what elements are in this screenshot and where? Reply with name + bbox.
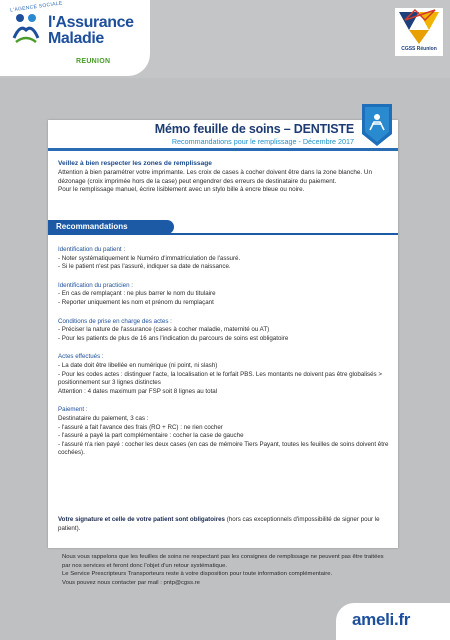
cgss-logo bbox=[395, 8, 443, 56]
signature-rest: (hors cas exceptionnels d'impossibilité de signer pour le patient). bbox=[58, 516, 380, 532]
section-line: - Pour les codes actes : distinguer l'acte, la localisation et le forfait PBS. Les montants ne doivent pas être globalisés > positionnement sur 3 lignes distinctes bbox=[58, 370, 382, 387]
dentist-badge-icon bbox=[362, 104, 392, 146]
section-line: - Préciser la nature de l'assurance (cases à cocher maladie, maternité ou AT) bbox=[58, 326, 270, 334]
section-line: - La date doit être libellée en numérique (ni point, ni slash) bbox=[58, 361, 218, 369]
assurance-maladie-logo bbox=[0, 0, 150, 76]
signature-note bbox=[58, 516, 390, 533]
footer-line: Nous vous rappelons que les feuilles de soins ne respectant pas les consignes de remplissage ne peuvent pas être traitées par nos services et feront donc l'objet d'un retour systématique. bbox=[62, 554, 384, 569]
section-patient bbox=[58, 246, 390, 272]
section-title: Identification du practicien : bbox=[58, 281, 133, 289]
banner-rule bbox=[48, 233, 398, 235]
footer-notice bbox=[62, 553, 390, 588]
ameli-logo-card bbox=[336, 603, 450, 640]
document-title: Mémo feuille de soins – DENTISTE bbox=[154, 122, 354, 136]
section-title: Paiement : bbox=[58, 406, 88, 414]
logo-tagline: L'AGENCE SOCIALE bbox=[9, 0, 63, 14]
cgss-label: CGSS Réunion bbox=[401, 46, 437, 52]
footer-line: Le Service Prescripteurs Transporteurs reste à votre disposition pour toute information complémentaire. bbox=[62, 571, 333, 578]
section-line: - l'assuré a fait l'avance des frais (RO + RC) : ne rien cocher bbox=[58, 423, 223, 431]
ameli-logo: ameli.fr bbox=[352, 610, 411, 629]
title-rule bbox=[48, 148, 398, 151]
section-line: - Reporter uniquement les nom et prénom du remplaçant bbox=[58, 298, 214, 306]
section-line: - Noter systématiquement le Numéro d'immatriculation de l'assuré. bbox=[58, 254, 241, 262]
footer-contact: Vous pouvez nous contacter par mail : pntp@cgss.re bbox=[62, 580, 200, 587]
signature-bold: Votre signature et celle de votre patient sont obligatoires bbox=[58, 516, 225, 523]
document-subtitle: Recommandations pour le remplissage - Décembre 2017 bbox=[171, 137, 354, 146]
section-payment bbox=[58, 406, 390, 458]
section-acts bbox=[58, 353, 390, 396]
brand-title: l'Assurance Maladie bbox=[48, 14, 134, 47]
section-practitioner bbox=[58, 282, 390, 308]
section-line: - Si le patient n'est pas l'assuré, indiquer sa date de naissance. bbox=[58, 263, 231, 271]
memo-card bbox=[48, 120, 398, 548]
section-line: - l'assuré a payé la part complémentaire : cocher la case de gauche bbox=[58, 432, 244, 440]
title-block bbox=[155, 122, 354, 146]
section-title: Actes effectués : bbox=[58, 353, 104, 361]
section-line: - En cas de remplaçant : ne plus barrer le nom du titulaire bbox=[58, 290, 216, 298]
section-title: Identification du patient : bbox=[58, 246, 126, 253]
section-line: - Pour les patients de plus de 16 ans l'indication du parcours de soins est obligatoire bbox=[58, 334, 289, 342]
intro-block bbox=[58, 160, 390, 195]
intro-paragraph: Attention à bien paramétrer votre imprimante. Les croix de cases à cocher doivent être dans la zone blanche. Un dézonage (croix imprimée hors de la case) peut engendrer des erreurs de destinataire du paiement. bbox=[58, 168, 372, 185]
recommendations-list bbox=[58, 246, 390, 468]
section-conditions bbox=[58, 318, 390, 344]
section-title: Conditions de prise en charge des actes : bbox=[58, 317, 172, 325]
cgss-emblem-icon bbox=[395, 8, 443, 46]
brand-region: REUNION bbox=[76, 58, 111, 65]
section-line: - l'assuré n'a rien payé : cocher les deux cases (en cas de mémoire Tiers Payant, toutes les feuilles de soins doivent être cochées). bbox=[58, 440, 389, 457]
intro-paragraph: Pour le remplissage manuel, écrire lisiblement avec un stylo bille à encre bleue ou noire. bbox=[58, 186, 305, 194]
recommendations-banner: Recommandations bbox=[48, 220, 174, 234]
section-line: Destinataire du paiement, 3 cas : bbox=[58, 414, 149, 422]
intro-heading: Veillez à bien respecter les zones de remplissage bbox=[58, 160, 212, 167]
section-line: Attention : 4 dates maximum par FSP soit 8 lignes au total bbox=[58, 387, 218, 395]
people-emblem-icon bbox=[6, 8, 46, 48]
